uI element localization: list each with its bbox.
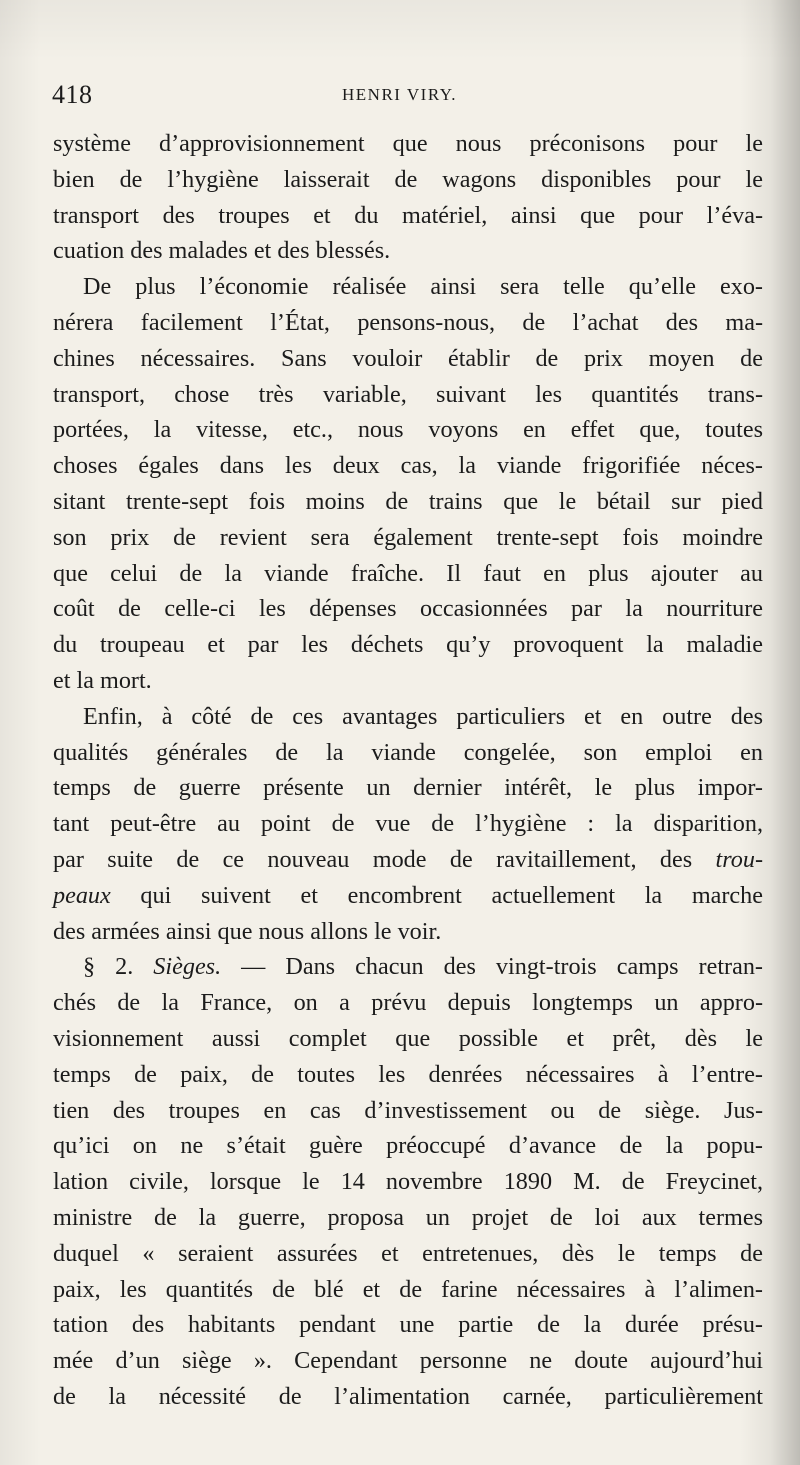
text-line (53, 806, 763, 842)
line-text: transport des troupes et du matériel, ainsi que pour l’éva- (53, 201, 763, 229)
text-line (53, 699, 763, 735)
line-text: ministre de la guerre, proposa un projet de loi aux termes (53, 1203, 763, 1231)
line-text: son prix de revient sera également trente-sept fois moindre (53, 523, 763, 551)
line-text: de la nécessité de l’alimentation carnée, particulièrement (53, 1382, 763, 1410)
line-text: tation des habitants pendant une partie de la durée présu- (53, 1311, 763, 1339)
text-line (53, 914, 763, 950)
section-mark: § 2. (83, 953, 154, 981)
italic-text: trou- (715, 845, 763, 873)
line-text: des armées ainsi que nous allons le voir. (53, 917, 442, 945)
text-line (53, 1236, 763, 1272)
text-line (53, 770, 763, 806)
page-number: 418 (52, 80, 93, 109)
text-line (53, 520, 763, 556)
line-text: lation civile, lorsque le 14 novembre 1890 M. de Freycinet, (53, 1168, 763, 1196)
line-text: Enfin, à côté de ces avantages particuliers et en outre des (83, 702, 763, 730)
text-line (53, 1272, 763, 1308)
line-text: portées, la vitesse, etc., nous voyons en effet que, toutes (53, 416, 763, 444)
line-text: sitant trente-sept fois moins de trains que le bétail sur pied (53, 487, 763, 515)
line-text: coût de celle-ci les dépenses occasionnées par la nourriture (53, 595, 763, 623)
line-text: paix, les quantités de blé et de farine nécessaires à l’alimen- (53, 1275, 763, 1303)
text-line (53, 1128, 763, 1164)
line-text: et la mort. (53, 666, 152, 694)
body-text (53, 126, 763, 1415)
running-head (52, 80, 757, 114)
line-text: temps de guerre présente un dernier intérêt, le plus impor- (53, 774, 763, 802)
text-line (53, 878, 763, 914)
line-text: qualités générales de la viande congelée, son emploi en (53, 738, 763, 766)
line-text: chines nécessaires. Sans vouloir établir de prix moyen de (53, 344, 763, 372)
text-line (53, 1057, 763, 1093)
line-text: système d’approvisionnement que nous préconisons pour le (53, 130, 763, 157)
line-text: choses égales dans les deux cas, la viande frigorifiée néces- (53, 452, 763, 480)
text-line (53, 1093, 763, 1129)
line-text: qui suivent et encombrent actuellement la marche (110, 881, 763, 909)
text-line (53, 1343, 763, 1379)
line-text: — Dans chacun des vingt-trois camps retran- (221, 953, 763, 981)
running-head-author: HENRI VIRY. (342, 85, 458, 104)
text-line (53, 341, 763, 377)
text-line (53, 663, 763, 699)
line-text: qu’ici on ne s’était guère préoccupé d’avance de la popu- (53, 1132, 763, 1160)
text-line (53, 556, 763, 592)
text-line (53, 735, 763, 771)
text-line (53, 1021, 763, 1057)
line-text: mée d’un siège ». Cependant personne ne doute aujourd’hui (53, 1347, 763, 1375)
line-text: que celui de la viande fraîche. Il faut en plus ajouter au (53, 559, 763, 587)
line-text: visionnement aussi complet que possible et prêt, dès le (53, 1024, 763, 1052)
line-text: duquel « seraient assurées et entretenues, dès le temps de (53, 1239, 763, 1267)
line-text: chés de la France, on a prévu depuis longtemps un appro- (53, 989, 763, 1017)
line-text: temps de paix, de toutes les denrées nécessaires à l’entre- (53, 1060, 763, 1088)
line-text: tien des troupes en cas d’investissement ou de siège. Jus- (53, 1096, 763, 1124)
italic-text: peaux (53, 881, 111, 909)
text-line (53, 305, 763, 341)
text-line (53, 198, 763, 234)
italic-text: Sièges. (153, 953, 222, 981)
line-text: bien de l’hygiène laisserait de wagons disponibles pour le (53, 165, 763, 193)
line-text: par suite de ce nouveau mode de ravitaillement, des (53, 845, 716, 873)
text-line (53, 233, 763, 269)
text-line (53, 949, 763, 985)
text-line (53, 591, 763, 627)
text-line (53, 377, 763, 413)
line-text: cuation des malades et des blessés. (53, 237, 391, 265)
line-text: De plus l’économie réalisée ainsi sera telle qu’elle exo- (83, 273, 763, 301)
text-line (53, 985, 763, 1021)
text-line (53, 448, 763, 484)
text-line (53, 162, 763, 198)
text-line (53, 1164, 763, 1200)
line-text: transport, chose très variable, suivant les quantités trans- (53, 380, 763, 408)
text-line (53, 842, 763, 878)
text-line (53, 269, 763, 305)
text-line (53, 126, 763, 162)
text-line (53, 1379, 763, 1415)
text-line (53, 1200, 763, 1236)
line-text: du troupeau et par les déchets qu’y provoquent la maladie (53, 631, 763, 659)
line-text: nérera facilement l’État, pensons-nous, de l’achat des ma- (53, 308, 763, 336)
text-line (53, 1307, 763, 1343)
text-line (53, 412, 763, 448)
text-line (53, 484, 763, 520)
text-line (53, 627, 763, 663)
line-text: tant peut-être au point de vue de l’hygiène : la disparition, (53, 810, 763, 838)
